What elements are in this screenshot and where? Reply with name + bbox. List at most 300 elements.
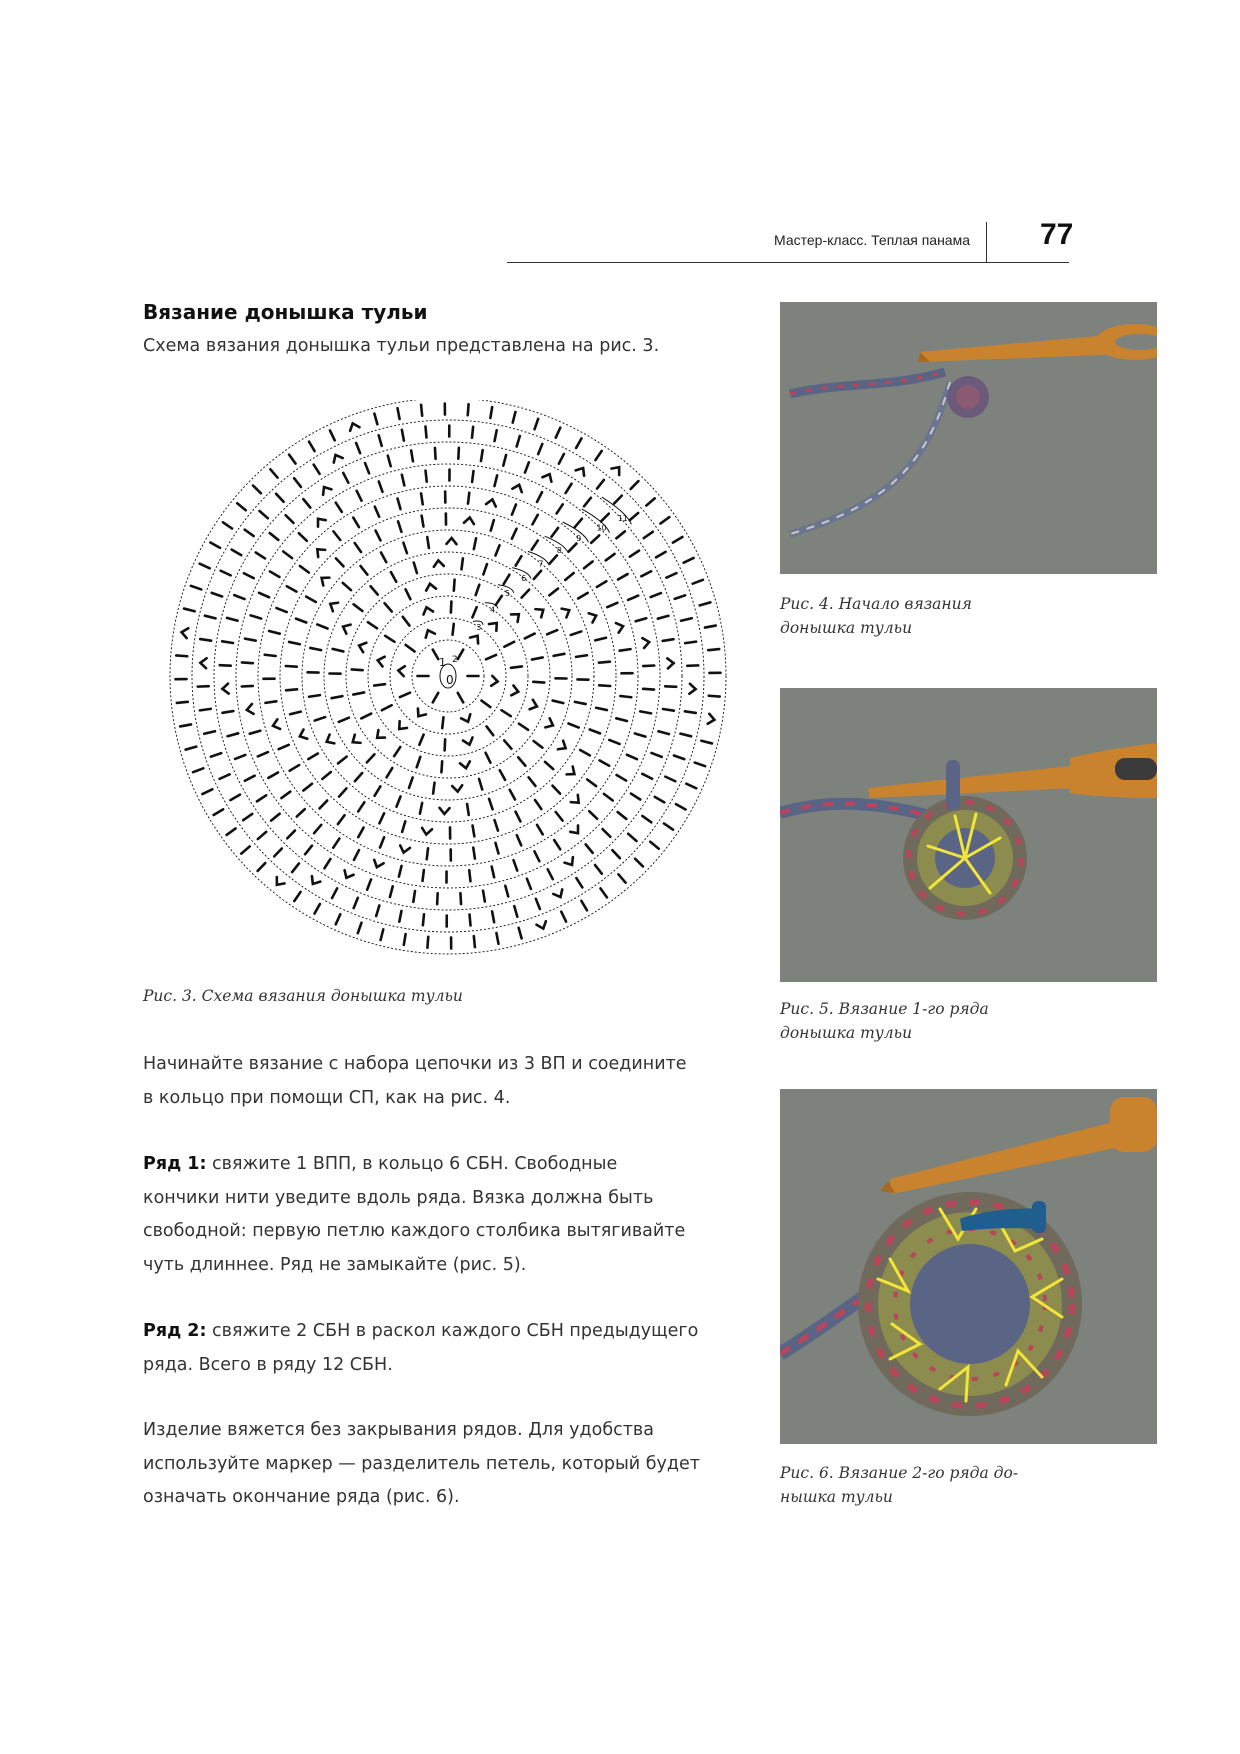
increase-stitch-mark — [570, 825, 578, 833]
single-crochet-mark — [606, 554, 615, 561]
increase-stitch-mark — [576, 468, 584, 476]
single-crochet-mark — [385, 603, 392, 611]
single-crochet-mark — [571, 631, 581, 634]
single-crochet-mark — [470, 915, 471, 926]
single-crochet-mark — [468, 493, 469, 504]
single-crochet-mark — [496, 596, 502, 605]
increase-stitch-mark — [434, 560, 444, 566]
single-crochet-mark — [516, 556, 522, 565]
single-crochet-mark — [356, 443, 360, 453]
single-crochet-mark — [550, 555, 557, 563]
increase-stitch-mark — [530, 700, 537, 709]
single-crochet-mark — [399, 911, 401, 922]
increase-stitch-mark — [512, 485, 521, 492]
paragraph-line: кончики нити уведите вдоль ряда. Вязка должна быть — [143, 1187, 654, 1208]
header-separator — [986, 222, 987, 262]
single-crochet-mark — [674, 756, 684, 760]
row-2-label: Ряд 2: — [143, 1321, 207, 1341]
single-crochet-mark — [361, 566, 368, 575]
single-crochet-mark — [320, 801, 328, 809]
single-crochet-mark — [590, 729, 600, 733]
increase-stitch-mark — [377, 730, 385, 738]
single-crochet-mark — [367, 754, 375, 762]
single-crochet-mark — [601, 514, 609, 522]
single-crochet-mark — [270, 469, 277, 477]
single-crochet-mark — [472, 427, 473, 438]
paragraph-line — [143, 1315, 763, 1349]
increase-stitch-mark — [182, 628, 189, 638]
increase-stitch-mark — [446, 538, 456, 544]
row-1-label: Ряд 1: — [143, 1154, 207, 1174]
single-crochet-mark — [561, 912, 566, 922]
single-crochet-mark — [600, 760, 610, 765]
single-crochet-mark — [297, 809, 305, 816]
single-crochet-mark — [353, 692, 364, 694]
single-crochet-mark — [270, 533, 279, 540]
single-crochet-mark — [617, 775, 626, 781]
single-crochet-mark — [265, 655, 276, 656]
single-crochet-mark — [338, 815, 345, 824]
single-crochet-mark — [534, 741, 543, 748]
single-crochet-mark — [518, 757, 525, 765]
single-crochet-mark — [220, 665, 231, 666]
single-crochet-mark — [435, 448, 436, 459]
single-crochet-mark — [367, 879, 371, 889]
single-crochet-mark — [375, 786, 381, 795]
single-crochet-mark — [486, 753, 491, 763]
single-crochet-mark — [315, 904, 320, 914]
single-crochet-mark — [399, 866, 402, 877]
single-crochet-mark — [437, 893, 438, 904]
single-crochet-mark — [258, 832, 266, 839]
single-crochet-mark — [516, 812, 521, 822]
row-number-label: 7 — [538, 559, 544, 569]
single-crochet-mark — [600, 888, 606, 897]
single-crochet-mark — [525, 462, 529, 472]
single-crochet-mark — [425, 427, 426, 438]
single-crochet-mark — [214, 809, 223, 815]
increase-stitch-mark — [558, 741, 566, 750]
single-crochet-mark — [380, 837, 384, 847]
photo-fig4 — [780, 302, 1157, 574]
single-crochet-mark — [180, 724, 191, 726]
single-crochet-mark — [403, 543, 406, 553]
single-crochet-mark — [294, 478, 301, 487]
single-crochet-mark — [388, 456, 391, 467]
single-crochet-mark — [673, 537, 682, 543]
single-crochet-mark — [244, 573, 254, 578]
increase-stitch-mark — [567, 766, 575, 774]
single-crochet-mark — [336, 503, 342, 512]
single-crochet-mark — [651, 753, 661, 757]
single-crochet-mark — [467, 804, 469, 815]
single-crochet-mark — [554, 654, 565, 656]
single-crochet-mark — [635, 859, 643, 867]
single-crochet-mark — [324, 859, 330, 868]
single-crochet-mark — [537, 492, 542, 502]
single-crochet-mark — [644, 532, 653, 538]
single-crochet-mark — [205, 616, 216, 619]
single-crochet-mark — [398, 499, 401, 510]
single-crochet-mark — [576, 438, 581, 448]
single-crochet-mark — [381, 553, 386, 563]
paragraph-text: свяжите 1 ВПП, в кольцо 6 СБН. Свободные — [206, 1154, 618, 1174]
single-crochet-mark — [333, 649, 344, 652]
single-crochet-mark — [584, 561, 593, 568]
single-crochet-mark — [553, 786, 561, 794]
single-crochet-mark — [584, 498, 591, 507]
single-crochet-mark — [411, 450, 413, 461]
increase-stitch-mark — [378, 657, 385, 667]
single-crochet-mark — [398, 408, 400, 419]
single-crochet-mark — [519, 928, 522, 939]
increase-stitch-mark — [300, 730, 307, 739]
increase-stitch-mark — [708, 714, 715, 724]
row-number-label: 5 — [504, 589, 511, 599]
single-crochet-mark — [276, 494, 284, 502]
single-crochet-mark — [636, 618, 647, 621]
single-crochet-mark — [245, 776, 255, 781]
increase-stitch-mark — [486, 499, 496, 506]
single-crochet-mark — [472, 607, 476, 617]
single-crochet-mark — [354, 850, 359, 860]
caption-line: Рис. 6. Вязание 2-го ряда до- — [780, 1464, 1019, 1482]
single-crochet-mark — [595, 451, 601, 460]
single-crochet-mark — [474, 538, 476, 549]
single-crochet-mark — [642, 816, 651, 822]
increase-stitch-mark — [464, 517, 474, 524]
single-crochet-mark — [511, 666, 522, 667]
single-crochet-mark — [519, 724, 528, 730]
increase-stitch-mark — [374, 860, 383, 867]
single-crochet-mark — [599, 685, 610, 686]
increase-stitch-mark — [511, 614, 519, 622]
single-crochet-mark — [289, 455, 295, 464]
single-crochet-mark — [433, 783, 434, 794]
single-crochet-mark — [361, 714, 371, 719]
single-crochet-mark — [495, 820, 498, 830]
increase-stitch-mark — [642, 638, 649, 648]
single-crochet-mark — [421, 405, 422, 416]
increase-stitch-mark — [426, 630, 435, 638]
single-crochet-mark — [628, 596, 638, 600]
single-crochet-mark — [305, 846, 312, 855]
increase-stitch-mark — [537, 921, 546, 928]
increase-stitch-mark — [491, 676, 498, 686]
single-crochet-mark — [191, 586, 201, 590]
single-crochet-mark — [406, 589, 411, 599]
single-crochet-mark — [343, 583, 351, 590]
single-crochet-mark — [368, 622, 377, 628]
increase-stitch-mark — [667, 658, 673, 668]
single-crochet-mark — [258, 752, 268, 756]
single-crochet-mark — [481, 450, 483, 461]
increase-stitch-mark — [222, 684, 228, 694]
single-crochet-mark — [222, 711, 233, 713]
increase-stitch-mark — [200, 658, 206, 668]
single-crochet-mark — [604, 794, 613, 801]
single-crochet-mark — [548, 869, 553, 879]
paragraph-line: Изделие вяжется без закрывания рядов. Для удобства — [143, 1420, 654, 1440]
single-crochet-mark — [352, 669, 363, 670]
single-crochet-mark — [332, 696, 343, 698]
photo-fig5 — [780, 688, 1157, 982]
increase-stitch-mark — [489, 623, 497, 631]
section-heading: Вязание донышка тульи — [143, 300, 428, 324]
single-crochet-mark — [427, 537, 429, 548]
single-crochet-mark — [576, 655, 587, 657]
single-crochet-mark — [270, 571, 279, 577]
single-crochet-mark — [517, 835, 521, 845]
header-rule — [507, 262, 1069, 263]
single-crochet-mark — [423, 870, 424, 881]
single-crochet-mark — [290, 765, 299, 771]
single-crochet-mark — [423, 914, 424, 925]
single-crochet-mark — [468, 404, 469, 415]
single-crochet-mark — [374, 414, 377, 425]
single-crochet-mark — [391, 572, 396, 582]
single-crochet-mark — [338, 757, 347, 764]
single-crochet-mark — [492, 911, 494, 922]
increase-stitch-mark — [418, 708, 426, 716]
single-crochet-mark — [535, 800, 541, 809]
single-crochet-mark — [354, 898, 358, 908]
single-crochet-mark — [663, 709, 674, 711]
single-crochet-mark — [700, 602, 711, 605]
single-crochet-mark — [495, 545, 499, 555]
paragraph-line: ряда. Всего в ряду 12 СБН. — [143, 1354, 393, 1375]
single-crochet-mark — [656, 552, 666, 557]
single-crochet-mark — [355, 773, 362, 781]
increase-stitch-mark — [323, 487, 331, 495]
increase-stitch-mark — [426, 584, 436, 591]
single-crochet-mark — [559, 454, 564, 464]
single-crochet-mark — [394, 747, 400, 756]
single-crochet-mark — [591, 535, 599, 542]
single-crochet-mark — [586, 844, 593, 853]
single-crochet-mark — [358, 923, 362, 933]
paragraph-intro — [143, 1048, 763, 1115]
single-crochet-mark — [230, 795, 240, 800]
increase-stitch-mark — [535, 609, 543, 617]
single-crochet-mark — [650, 842, 659, 849]
single-crochet-mark — [658, 616, 669, 619]
single-crochet-mark — [365, 463, 369, 473]
single-crochet-mark — [242, 662, 253, 663]
single-crochet-mark — [260, 511, 268, 518]
single-crochet-mark — [235, 755, 245, 759]
single-crochet-mark — [655, 797, 664, 803]
single-crochet-mark — [381, 929, 384, 940]
single-crochet-mark — [232, 550, 241, 556]
single-crochet-mark — [204, 731, 215, 734]
paragraph-line — [143, 1148, 763, 1182]
single-crochet-mark — [339, 718, 349, 722]
single-crochet-mark — [387, 768, 393, 777]
single-crochet-mark — [504, 575, 510, 584]
single-crochet-mark — [310, 648, 321, 650]
single-crochet-mark — [259, 593, 269, 597]
row-number-label: 10 — [596, 523, 607, 533]
single-crochet-mark — [491, 520, 494, 531]
single-crochet-mark — [646, 498, 654, 505]
single-crochet-mark — [357, 491, 362, 501]
single-crochet-mark — [286, 515, 294, 523]
single-crochet-mark — [589, 811, 597, 819]
single-crochet-mark — [684, 558, 694, 563]
caption-line: донышка тульи — [780, 619, 913, 637]
single-crochet-mark — [421, 493, 423, 504]
single-crochet-mark — [458, 693, 464, 703]
single-crochet-mark — [533, 682, 544, 683]
single-crochet-mark — [222, 641, 233, 643]
single-crochet-mark — [306, 597, 316, 602]
single-crochet-mark — [620, 696, 631, 697]
single-crochet-mark — [616, 718, 627, 721]
single-crochet-mark — [556, 428, 561, 438]
single-crochet-mark — [220, 774, 230, 779]
single-crochet-mark — [663, 639, 674, 641]
single-crochet-mark — [587, 779, 596, 786]
increase-stitch-mark — [273, 719, 280, 729]
paragraph-line: Начинайте вязание с набора цепочки из 3 ВП и соедините — [143, 1054, 687, 1074]
crochet-chart-diagram — [150, 400, 730, 960]
paragraph-text: свяжите 2 СБН в раскол каждого СБН предыдущего — [206, 1321, 699, 1341]
paragraph-line: означать окончание ряда (рис. 6). — [143, 1487, 460, 1507]
single-crochet-mark — [675, 595, 685, 599]
single-crochet-mark — [274, 848, 282, 856]
single-crochet-mark — [693, 580, 703, 584]
caption-fig3: Рис. 3. Схема вязания донышка тульи — [143, 987, 463, 1005]
single-crochet-mark — [535, 419, 539, 429]
single-crochet-mark — [296, 619, 306, 623]
single-crochet-mark — [251, 615, 262, 618]
single-crochet-mark — [419, 735, 423, 745]
single-crochet-mark — [402, 430, 404, 441]
single-crochet-mark — [315, 717, 325, 720]
row-number-label: 11 — [617, 513, 628, 523]
single-crochet-mark — [686, 784, 696, 789]
single-crochet-mark — [642, 774, 652, 779]
single-crochet-mark — [300, 566, 309, 573]
single-crochet-mark — [685, 711, 696, 713]
single-crochet-mark — [553, 701, 564, 704]
single-crochet-mark — [353, 518, 359, 527]
single-crochet-mark — [299, 533, 307, 541]
single-crochet-mark — [460, 893, 461, 904]
photo-fig6 — [780, 1089, 1157, 1444]
single-crochet-mark — [483, 891, 485, 902]
single-crochet-mark — [534, 851, 539, 861]
center-label-2: 2 — [452, 655, 458, 665]
single-crochet-mark — [537, 825, 543, 834]
single-crochet-mark — [200, 709, 211, 711]
single-crochet-mark — [597, 480, 604, 489]
single-crochet-mark — [227, 618, 238, 621]
increase-stitch-mark — [440, 808, 450, 814]
single-crochet-mark — [578, 593, 587, 599]
single-crochet-mark — [545, 762, 553, 769]
single-crochet-mark — [454, 580, 455, 591]
single-crochet-mark — [283, 551, 292, 558]
single-crochet-mark — [336, 914, 341, 924]
single-crochet-mark — [442, 717, 443, 728]
single-crochet-mark — [427, 937, 428, 948]
single-crochet-mark — [379, 481, 383, 491]
increase-stitch-mark — [460, 761, 470, 768]
increase-stitch-mark — [345, 870, 354, 878]
increase-stitch-mark — [353, 735, 361, 743]
single-crochet-mark — [612, 850, 620, 858]
single-crochet-mark — [554, 840, 560, 849]
increase-stitch-mark — [312, 876, 320, 884]
single-crochet-mark — [495, 430, 497, 441]
single-crochet-mark — [631, 794, 640, 800]
increase-stitch-mark — [463, 737, 473, 744]
single-crochet-mark — [245, 530, 254, 536]
header-title: Мастер-класс. Теплая панама — [774, 232, 970, 248]
single-crochet-mark — [413, 891, 415, 902]
single-crochet-mark — [354, 604, 363, 611]
row-number-label: 6 — [521, 573, 527, 583]
single-crochet-mark — [358, 828, 363, 838]
single-crochet-mark — [472, 471, 473, 482]
single-crochet-mark — [607, 603, 617, 607]
single-crochet-mark — [271, 814, 280, 821]
single-crochet-mark — [396, 796, 400, 806]
single-crochet-mark — [501, 710, 510, 716]
single-crochet-mark — [286, 666, 297, 667]
single-crochet-mark — [658, 731, 669, 734]
single-crochet-mark — [390, 886, 393, 897]
single-crochet-mark — [433, 650, 439, 660]
increase-stitch-mark — [399, 721, 407, 729]
increase-stitch-mark — [542, 474, 551, 482]
increase-stitch-mark — [452, 785, 462, 791]
single-crochet-mark — [547, 630, 557, 634]
single-crochet-mark — [513, 412, 516, 423]
single-crochet-mark — [651, 593, 661, 597]
single-crochet-mark — [695, 763, 705, 767]
single-crochet-mark — [469, 870, 470, 881]
single-crochet-mark — [490, 407, 492, 418]
single-crochet-mark — [603, 829, 611, 837]
single-crochet-mark — [479, 779, 482, 790]
paragraph-line: свободной: первую петлю каждого столбика вытягивайте — [143, 1221, 686, 1241]
single-crochet-mark — [400, 693, 410, 697]
increase-stitch-mark — [359, 643, 366, 652]
increase-stitch-mark — [565, 857, 573, 865]
single-crochet-mark — [309, 442, 315, 451]
row-number-label: 9 — [576, 534, 582, 544]
center-label-0: 0 — [446, 673, 454, 687]
single-crochet-mark — [708, 649, 719, 650]
single-crochet-mark — [676, 804, 686, 809]
single-crochet-mark — [512, 529, 517, 539]
single-crochet-mark — [402, 821, 405, 832]
single-crochet-mark — [453, 624, 454, 635]
single-crochet-mark — [476, 585, 480, 595]
increase-stitch-mark — [511, 686, 518, 696]
paragraph-marker — [143, 1414, 763, 1515]
single-crochet-mark — [223, 522, 232, 528]
single-crochet-mark — [176, 655, 187, 656]
single-crochet-mark — [200, 564, 210, 569]
single-crochet-mark — [660, 517, 669, 523]
single-crochet-mark — [473, 825, 475, 836]
paragraph-line: используйте маркер — разделитель петель, который будет — [143, 1453, 700, 1474]
single-crochet-mark — [427, 848, 428, 859]
